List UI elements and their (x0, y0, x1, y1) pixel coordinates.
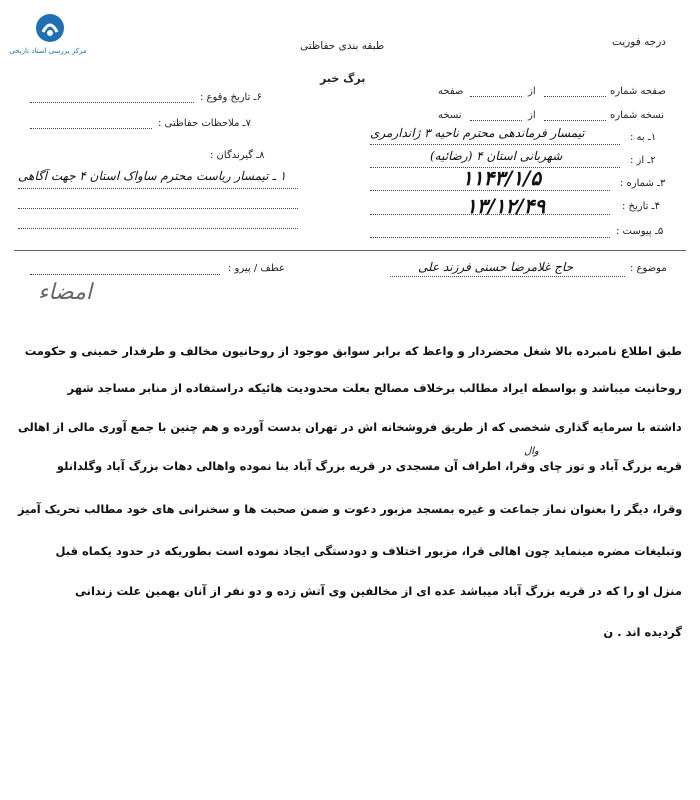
number-value: ۱۱۴۳/۱/۵ (462, 166, 542, 190)
recipient-line-3 (18, 228, 298, 229)
from-label: ۲ـ از : (630, 155, 656, 166)
page-of-label: از (528, 86, 536, 97)
classification-label: طبقه بندی حفاظتی (300, 40, 385, 52)
remarks-label: ۷ـ ملاحظات حفاظتی : (158, 118, 251, 129)
body-line-4: قریه بزرگ آباد و توز چای وقرا، اطراف آن مسجدی در قریه بزرگ آباد بنا نموده واهالی دهات بزرگ آباد وگلدانلو (56, 459, 682, 473)
subject-label: موضوع : (630, 263, 667, 274)
recipient-1: ۱ ـ تیمسار ریاست محترم ساواک استان ۴ جهت آگاهی (18, 169, 287, 183)
to-value: تیمسار فرماندهی محترم ناحیه ۳ ژاندارمری (370, 126, 585, 140)
archive-emblem-icon (34, 12, 66, 44)
event-date-label: ۶ـ تاریخ وقوع : (200, 92, 262, 103)
recipient-line-1 (18, 188, 298, 189)
form-title: برگ خبر (320, 72, 366, 85)
copy-number-label: نسخه شماره (610, 110, 664, 121)
number-label: ۳ـ شماره : (620, 178, 666, 189)
archive-logo (8, 10, 88, 65)
body-line-7: منزل او را که در قریه بزرگ آباد میباشد عده ای از مخالفین وی آتش زده و دو نفر از آنان بهمین علت زندانی (75, 584, 682, 598)
to-line (370, 144, 620, 145)
subject-line (390, 276, 625, 277)
number-line (370, 190, 610, 191)
page-number-line (544, 96, 606, 97)
logo-caption: مرکز بررسی اسناد تاریخی (9, 47, 87, 55)
copy-of-label: از (528, 110, 536, 121)
attach-reference-line (30, 274, 220, 275)
body-line-6: وتبلیغات مضره مینماید چون اهالی قرا، مزبور اختلاف و دودستگی ایجاد نموده است بطوریکه در حدود یکماه قبل (55, 544, 682, 558)
copy-of-line (470, 120, 522, 121)
body-line-5: وقرا، دیگر را بعنوان نماز جماعت و غیره بمسجد مزبور دعوت و ضمن صحبت ها و سخنرانی های خود مطالب تحریک آمیز (17, 502, 682, 516)
priority-label: درجه فوریت (612, 36, 666, 48)
body-line-3: داشته با سرمایه گذاری شخصی که از طریق فروشخانه اش در تهران بدست آورده و هم چنین با جمع آوری مالی از اهالی (18, 420, 682, 434)
copy-number-line (544, 120, 606, 121)
from-value: شهربانی استان ۴ (رضائیه) (430, 149, 563, 163)
page-of-line (470, 96, 522, 97)
body-line-2: روحانیت میباشد و بواسطه ایراد مطالب برخلاف مصالح بعلت محدودیت هائیکه دراستفاده از منابر مساجد شهر (67, 381, 682, 395)
signature: امضاء (38, 280, 93, 305)
date-label: ۴ـ تاریخ : (622, 201, 660, 212)
event-date-line (30, 102, 194, 103)
page-number-label: صفحه شماره (610, 86, 666, 97)
body-line-1: طبق اطلاع نامبرده بالا شغل محضردار و واعظ که برابر سوابق موجود از روحانیون مخالف و طرفدار خمینی و حکومت (24, 344, 682, 358)
attachment-label: ۵ـ پیوست : (616, 226, 664, 237)
to-label: ۱ـ به : (630, 132, 657, 143)
recipient-line-2 (18, 208, 298, 209)
date-line (370, 214, 610, 215)
divider (14, 250, 686, 251)
margin-note: وال (524, 446, 539, 457)
date-value: ۱۳/۱۲/۴۹ (466, 194, 546, 218)
attachment-line (370, 237, 610, 238)
remarks-line (30, 128, 152, 129)
subject-value: حاج غلامرضا حسنی فرزند علی (418, 260, 574, 274)
page-label: صفحه (438, 86, 464, 97)
recipients-label: ۸ـ گیرندگان : (210, 150, 265, 161)
copy-label: نسخه (438, 110, 462, 121)
attach-reference-label: عطف / پیرو : (228, 263, 285, 274)
body-line-8: گردیده اند . ن (603, 625, 682, 639)
